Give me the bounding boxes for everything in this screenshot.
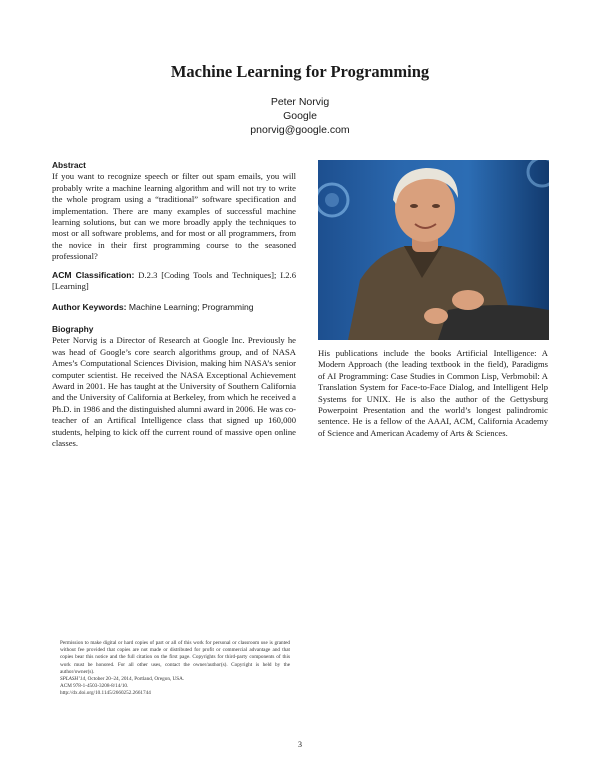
- left-column: [52, 160, 296, 449]
- venue-name: SPLASH’14,: [60, 676, 87, 683]
- author-name: Peter Norvig: [270, 96, 330, 108]
- right-column: [318, 348, 548, 439]
- author-keywords-label: Author Keywords:: [52, 302, 127, 313]
- venue-details: October 20–24, 2014, Portland, Oregon, USA.: [86, 676, 185, 683]
- biography-text-right: His publications include the books Artificial Intelligence: A Modern Approach (the leading textbook in the field), Paradigms of AI Programming: Case Studies in Common Lisp, Verbmobil: A Translation System for Face-to-Face Dialog, and Intelligent Help Systems for UNIX. He is also the author of the Gettysburg Powerpoint Presentation and the world’s longest palindromic sentence. He is a fellow of the AAAI, ACM, California Academy of Science and American Academy of Arts & Sciences.: [318, 348, 548, 438]
- author-photo-image: [318, 160, 549, 340]
- author-photo: [318, 160, 549, 340]
- acm-classification-label: ACM Classification:: [52, 269, 135, 280]
- permission-notice: [60, 640, 290, 698]
- paper-title: Machine Learning for Programming: [170, 62, 430, 81]
- author-email: pnorvig@google.com: [250, 124, 350, 136]
- author-affiliation: Google: [283, 110, 317, 122]
- abstract-heading: Abstract: [52, 160, 86, 170]
- page-number: 3: [298, 740, 302, 749]
- venue-line: [60, 676, 290, 683]
- doi-line: http://dx.doi.org/10.1145/2660252.2661744: [60, 690, 151, 697]
- author-keywords: [52, 302, 296, 313]
- biography-heading: Biography: [52, 323, 94, 334]
- acm-classification-text: D.2.3 [Coding Tools and Techniques]; I.2.6 [Learning]: [52, 269, 296, 292]
- acm-classification: [52, 270, 296, 293]
- abstract-text: If you want to recognize speech or filter out spam emails, you will probably write a machine learning algorithm and will not try to write the whole program using a “traditional” software specification and implementation. There are many examples of successful machine learning solutions, but can we more broadly apply the techniques to most or all software problems, and for most or all programmers, from the novice in their first programming course to the seasoned professional?: [52, 171, 296, 262]
- permission-text: Permission to make digital or hard copies of part or all of this work for personal or classroom use is granted without fee provided that copies are not made or distributed for profit or commercial advantage and that copies bear this notice and the full citation on the first page. Copyrights for third-party components of this work must be honored. For all other uses, contact the owner/author(s). Copyright is held by the author/owner(s).: [60, 640, 290, 675]
- isbn-line: ACM 978-1-4503-3208-8/14/10.: [60, 683, 129, 690]
- biography-text-left: Peter Norvig is a Director of Research at Google Inc. Previously he was head of Google’s core search algorithms group, and of NASA Ames’s Computational Sciences Division, making him NASA’s senior computer scientist. He received the NASA Exceptional Achievement Award in 2001. He has taught at the University of Southern California and the University of California at Berkeley, from which he received a Ph.D. in 1986 and the distinguished alumni award in 2006. He was co-teacher of an Artifical Intelligence class that signed up 160,000 students, helping to kick off the current round of massive open online classes.: [52, 335, 296, 448]
- author-keywords-text: Machine Learning; Programming: [126, 302, 254, 313]
